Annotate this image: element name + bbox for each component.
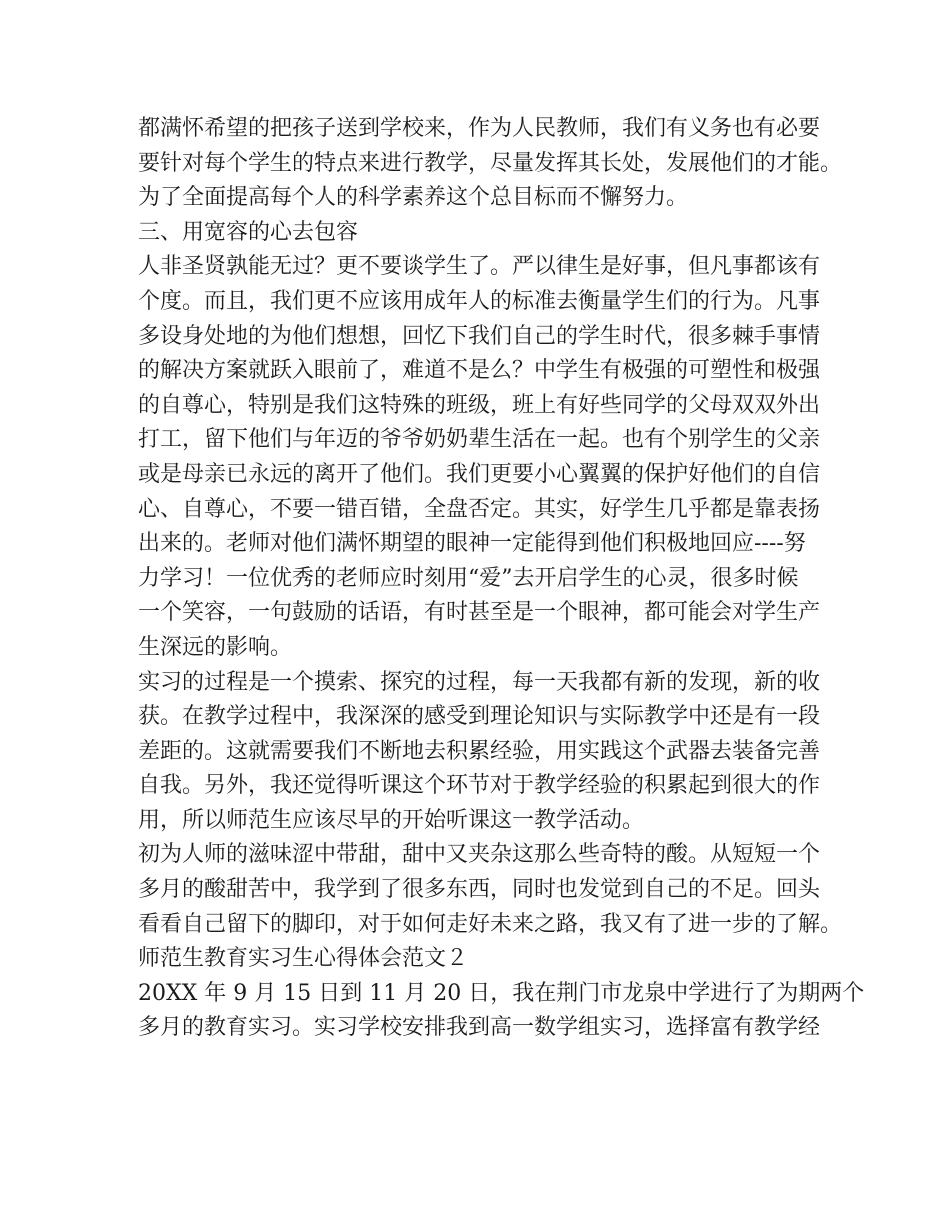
text-line: 自我。另外，我还觉得听课这个环节对于教学经验的积累起到很大的作 [138, 773, 821, 799]
text-line: 出来的。老师对他们满怀期望的眼神一定能得到他们积极地回应----努 [138, 531, 806, 557]
text-line: 差距的。这就需要我们不断地去积累经验，用实践这个武器去装备完善 [138, 738, 821, 764]
text-line: 多月的酸甜苦中，我学到了很多东西，同时也发觉到自己的不足。回头 [138, 877, 821, 903]
text-line: 多月的教育实习。实习学校安排我到高一数学组实习，选择富有教学经 [138, 1015, 821, 1041]
text-line: 要针对每个学生的特点来进行教学，尽量发挥其长处，发展他们的才能。 [138, 150, 843, 176]
text-line: 或是母亲已永远的离开了他们。我们更要小心翼翼的保护好他们的自信 [138, 461, 821, 487]
text-line: 打工，留下他们与年迈的爷爷奶奶辈生活在一起。也有个别学生的父亲 [138, 427, 821, 453]
text-line: 个度。而且，我们更不应该用成年人的标准去衡量学生们的行为。凡事 [138, 288, 821, 314]
text-line: 一个笑容，一句鼓励的话语，有时甚至是一个眼神，都可能会对学生产 [138, 600, 821, 626]
text-line: 用，所以师范生应该尽早的开始听课这一教学活动。 [138, 807, 645, 833]
text-line: 的自尊心，特别是我们这特殊的班级，班上有好些同学的父母双双外出 [138, 392, 821, 418]
text-line: 获。在教学过程中，我深深的感受到理论知识与实际教学中还是有一段 [138, 704, 821, 730]
section-heading: 三、用宽容的心去包容 [138, 219, 359, 245]
text-line: 都满怀希望的把孩子送到学校来，作为人民教师，我们有义务也有必要 [138, 116, 821, 141]
section-heading: 师范生教育实习生心得体会范文２ [138, 946, 469, 972]
text-line: 力学习！一位优秀的老师应时刻用“爱”去开启学生的心灵，很多时候 [138, 565, 799, 591]
text-line: 人非圣贤孰能无过？更不要谈学生了。严以律生是好事，但凡事都该有 [138, 254, 821, 280]
text-line: 多设身处地的为他们想想，回忆下我们自己的学生时代，很多棘手事情 [138, 323, 821, 349]
text-line: 心、自尊心，不要一错百错，全盘否定。其实，好学生几乎都是靠表扬 [138, 496, 821, 522]
text-line: 看看自己留下的脚印，对于如何走好未来之路，我又有了进一步的了解。 [138, 911, 843, 937]
text-line: 实习的过程是一个摸索、探究的过程，每一天我都有新的发现，新的收 [138, 669, 821, 695]
document-body [138, 112, 865, 1046]
text-line: 20XX 年 9 月 15 日到 11 月 20 日，我在荆门市龙泉中学进行了为期两个 [138, 980, 865, 1006]
text-line: 生深远的影响。 [138, 634, 293, 660]
text-line: 为了全面提高每个人的科学素养这个总目标而不懈努力。 [138, 185, 689, 211]
text-line: 初为人师的滋味涩中带甜，甜中又夹杂这那么些奇特的酸。从短短一个 [138, 842, 821, 868]
text-line: 的解决方案就跃入眼前了，难道不是么？中学生有极强的可塑性和极强 [138, 358, 821, 384]
